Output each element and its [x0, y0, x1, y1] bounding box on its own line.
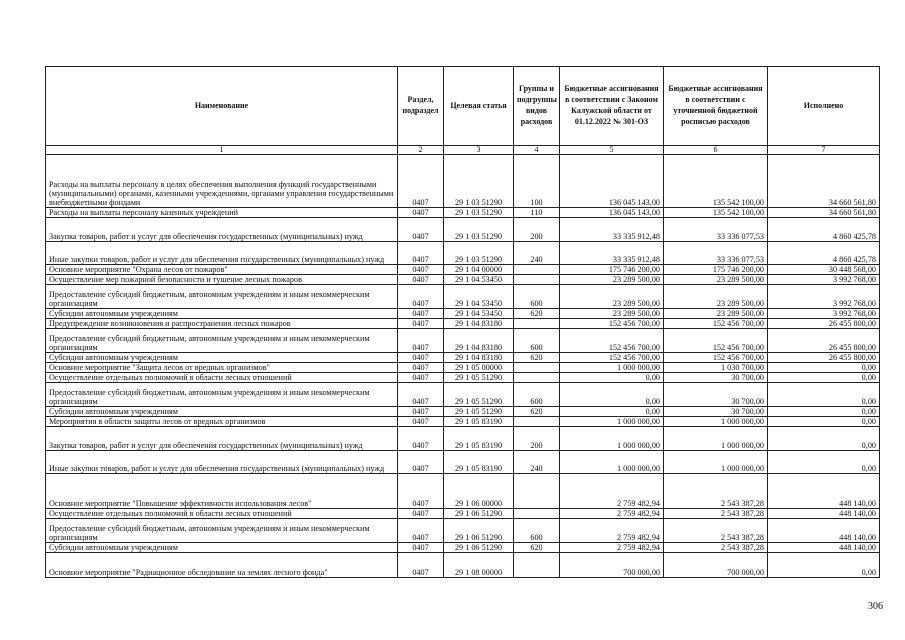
row-section: 0407: [398, 285, 444, 309]
row-group: [514, 319, 560, 329]
table-row: [46, 363, 880, 373]
table-row: [46, 353, 880, 363]
row-group: 110: [514, 208, 560, 218]
row-law-amount: 700 000,00: [560, 553, 664, 578]
col-number: 7: [768, 146, 880, 155]
row-law-amount: 1 000 000,00: [560, 427, 664, 451]
row-group: [514, 373, 560, 383]
row-name: Основное мероприятие "Повышение эффективности использования лесов": [46, 474, 398, 509]
row-target: 29 1 05 83190: [444, 427, 514, 451]
row-name: Субсидии автономным учреждениям: [46, 543, 398, 553]
col-number: 5: [560, 146, 664, 155]
row-name: Иные закупки товаров, работ и услуг для обеспечения государственных (муниципальных) нужд: [46, 242, 398, 265]
table-row: [46, 155, 880, 208]
table-row: [46, 275, 880, 285]
row-executed-amount: 0,00: [768, 417, 880, 427]
row-law-amount: 23 289 500,00: [560, 275, 664, 285]
row-target: 29 1 03 51290: [444, 218, 514, 242]
row-executed-amount: 3 992 768,00: [768, 275, 880, 285]
header-row: [46, 67, 880, 146]
row-target: 29 1 05 00000: [444, 363, 514, 373]
table-row: [46, 218, 880, 242]
row-refined-amount: 700 000,00: [664, 553, 768, 578]
row-target: 29 1 03 51290: [444, 242, 514, 265]
row-group: [514, 265, 560, 275]
row-name: Субсидии автономным учреждениям: [46, 407, 398, 417]
table-row: [46, 553, 880, 578]
row-section: 0407: [398, 319, 444, 329]
row-group: 100: [514, 155, 560, 208]
row-group: [514, 553, 560, 578]
row-target: 29 1 04 83180: [444, 353, 514, 363]
row-name: Субсидии автономным учреждениям: [46, 353, 398, 363]
row-name: Предоставление субсидий бюджетным, автономным учреждениям и иным некоммерческим организациям: [46, 285, 398, 309]
row-executed-amount: 448 140,00: [768, 519, 880, 543]
col-header-refined: Бюджетные ассигнования в соответствии с уточненной бюджетной росписью расходов: [664, 67, 768, 146]
row-law-amount: 152 456 700,00: [560, 319, 664, 329]
row-group: 600: [514, 519, 560, 543]
row-target: 29 1 06 00000: [444, 474, 514, 509]
table-row: [46, 373, 880, 383]
table-row: [46, 383, 880, 407]
row-section: 0407: [398, 218, 444, 242]
row-section: 0407: [398, 451, 444, 474]
row-group: 200: [514, 427, 560, 451]
row-section: 0407: [398, 553, 444, 578]
row-refined-amount: 2 543 387,28: [664, 509, 768, 519]
table-row: [46, 329, 880, 353]
row-name: Субсидии автономным учреждениям: [46, 309, 398, 319]
row-target: 29 1 06 51290: [444, 519, 514, 543]
table-row: [46, 265, 880, 275]
col-header-law: Бюджетные ассигнования в соответствии с Законом Калужской области от 01.12.2022 № 301-ОЗ: [560, 67, 664, 146]
row-section: 0407: [398, 329, 444, 353]
row-target: 29 1 08 00000: [444, 553, 514, 578]
row-law-amount: 0,00: [560, 373, 664, 383]
row-group: 620: [514, 309, 560, 319]
row-group: 600: [514, 383, 560, 407]
row-executed-amount: 0,00: [768, 553, 880, 578]
row-executed-amount: 0,00: [768, 373, 880, 383]
row-refined-amount: 2 543 387,28: [664, 474, 768, 509]
row-executed-amount: 448 140,00: [768, 509, 880, 519]
col-header-groups: Группы и подгруппы видов расходов: [514, 67, 560, 146]
row-executed-amount: 30 448 568,00: [768, 265, 880, 275]
row-name: Предоставление субсидий бюджетным, автономным учреждениям и иным некоммерческим организациям: [46, 519, 398, 543]
row-name: Основное мероприятие "Охрана лесов от пожаров": [46, 265, 398, 275]
row-section: 0407: [398, 363, 444, 373]
row-refined-amount: 30 700,00: [664, 373, 768, 383]
row-executed-amount: 3 992 768,00: [768, 285, 880, 309]
row-refined-amount: 23 289 500,00: [664, 309, 768, 319]
row-law-amount: 136 045 143,00: [560, 208, 664, 218]
page-number: 306: [868, 601, 883, 612]
table-row: [46, 474, 880, 509]
col-number: 3: [444, 146, 514, 155]
table-body: [46, 155, 880, 578]
row-executed-amount: 0,00: [768, 427, 880, 451]
row-refined-amount: 1 000 000,00: [664, 451, 768, 474]
col-header-section: Раздел, подраздел: [398, 67, 444, 146]
row-law-amount: 2 759 482,94: [560, 474, 664, 509]
table-row: [46, 407, 880, 417]
row-target: 29 1 06 51290: [444, 543, 514, 553]
row-section: 0407: [398, 509, 444, 519]
row-law-amount: 152 456 700,00: [560, 329, 664, 353]
row-name: Основное мероприятие "Защита лесов от вредных организмов": [46, 363, 398, 373]
row-refined-amount: 2 543 387,28: [664, 543, 768, 553]
row-section: 0407: [398, 417, 444, 427]
budget-table: [45, 66, 880, 578]
row-name: Предоставление субсидий бюджетным, автономным учреждениям и иным некоммерческим организациям: [46, 329, 398, 353]
row-section: 0407: [398, 474, 444, 509]
row-name: Предоставление субсидий бюджетным, автономным учреждениям и иным некоммерческим организациям: [46, 383, 398, 407]
row-refined-amount: 135 542 100,00: [664, 208, 768, 218]
row-section: 0407: [398, 373, 444, 383]
row-group: 600: [514, 329, 560, 353]
row-group: 240: [514, 451, 560, 474]
row-target: 29 1 04 53450: [444, 275, 514, 285]
row-section: 0407: [398, 275, 444, 285]
row-target: 29 1 05 51290: [444, 373, 514, 383]
table-row: [46, 509, 880, 519]
row-name: Иные закупки товаров, работ и услуг для обеспечения государственных (муниципальных) нужд: [46, 451, 398, 474]
row-executed-amount: 26 455 800,00: [768, 319, 880, 329]
row-law-amount: 0,00: [560, 407, 664, 417]
row-name: Осуществление отдельных полномочий в области лесных отношений: [46, 509, 398, 519]
col-number: 1: [46, 146, 398, 155]
row-target: 29 1 05 83190: [444, 451, 514, 474]
row-section: 0407: [398, 208, 444, 218]
row-section: 0407: [398, 383, 444, 407]
row-group: [514, 417, 560, 427]
col-header-done: Исполнено: [768, 67, 880, 146]
row-refined-amount: 30 700,00: [664, 383, 768, 407]
row-refined-amount: 1 000 000,00: [664, 427, 768, 451]
row-law-amount: 33 335 912,48: [560, 218, 664, 242]
table-row: [46, 427, 880, 451]
table-row: [46, 309, 880, 319]
row-group: [514, 509, 560, 519]
row-law-amount: 23 289 500,00: [560, 285, 664, 309]
col-number: 6: [664, 146, 768, 155]
table-row: [46, 319, 880, 329]
row-law-amount: 2 759 482,94: [560, 509, 664, 519]
row-target: 29 1 03 51290: [444, 208, 514, 218]
table-row: [46, 285, 880, 309]
row-law-amount: 0,00: [560, 383, 664, 407]
table-row: [46, 417, 880, 427]
row-executed-amount: 0,00: [768, 407, 880, 417]
row-name: Мероприятия в области защиты лесов от вредных организмов: [46, 417, 398, 427]
row-name: Осуществление отдельных полномочий в области лесных отношений: [46, 373, 398, 383]
row-executed-amount: 4 860 425,78: [768, 218, 880, 242]
table-row: [46, 519, 880, 543]
row-executed-amount: 448 140,00: [768, 543, 880, 553]
row-executed-amount: 4 860 425,78: [768, 242, 880, 265]
row-refined-amount: 30 700,00: [664, 407, 768, 417]
row-executed-amount: 3 992 768,00: [768, 309, 880, 319]
row-name: Закупка товаров, работ и услуг для обеспечения государственных (муниципальных) нужд: [46, 218, 398, 242]
row-section: 0407: [398, 242, 444, 265]
row-law-amount: 152 456 700,00: [560, 353, 664, 363]
row-refined-amount: 152 456 700,00: [664, 319, 768, 329]
row-refined-amount: 175 746 200,00: [664, 265, 768, 275]
row-group: 240: [514, 242, 560, 265]
row-refined-amount: 1 000 000,00: [664, 417, 768, 427]
row-group: 620: [514, 543, 560, 553]
row-executed-amount: 26 455 800,00: [768, 353, 880, 363]
col-number: 4: [514, 146, 560, 155]
row-group: [514, 474, 560, 509]
row-target: 29 1 04 53450: [444, 285, 514, 309]
row-section: 0407: [398, 265, 444, 275]
row-target: 29 1 04 00000: [444, 265, 514, 275]
row-section: 0407: [398, 427, 444, 451]
row-group: 200: [514, 218, 560, 242]
row-executed-amount: 448 140,00: [768, 474, 880, 509]
row-law-amount: 136 045 143,00: [560, 155, 664, 208]
row-executed-amount: 0,00: [768, 383, 880, 407]
row-target: 29 1 04 83180: [444, 329, 514, 353]
row-refined-amount: 33 336 077,53: [664, 242, 768, 265]
row-name: Расходы на выплаты персоналу в целях обеспечения выполнения функций государственными (муниципальными) органами, казенными учреждениями, органами управления государственными внебюджетными фондами: [46, 155, 398, 208]
row-refined-amount: 2 543 387,28: [664, 519, 768, 543]
row-group: 600: [514, 285, 560, 309]
row-law-amount: 2 759 482,94: [560, 519, 664, 543]
row-executed-amount: 0,00: [768, 451, 880, 474]
table-row: [46, 543, 880, 553]
row-target: 29 1 04 83180: [444, 319, 514, 329]
row-section: 0407: [398, 309, 444, 319]
row-law-amount: 175 746 200,00: [560, 265, 664, 275]
table-row: [46, 242, 880, 265]
row-name: Предупреждение возникновения и распространения лесных пожаров: [46, 319, 398, 329]
row-executed-amount: 26 455 800,00: [768, 329, 880, 353]
row-target: 29 1 03 51290: [444, 155, 514, 208]
row-law-amount: 1 000 000,00: [560, 451, 664, 474]
col-header-name: Наименование: [46, 67, 398, 146]
column-number-row: [46, 146, 880, 155]
row-target: 29 1 06 51290: [444, 509, 514, 519]
row-name: Расходы на выплаты персоналу казенных учреждений: [46, 208, 398, 218]
row-target: 29 1 05 51290: [444, 407, 514, 417]
row-refined-amount: 33 336 077,53: [664, 218, 768, 242]
row-name: Осуществление мер пожарной безопасности и тушение лесных пожаров: [46, 275, 398, 285]
row-target: 29 1 05 51290: [444, 383, 514, 407]
row-section: 0407: [398, 543, 444, 553]
row-executed-amount: 34 660 561,80: [768, 208, 880, 218]
table-row: [46, 208, 880, 218]
row-refined-amount: 152 456 700,00: [664, 353, 768, 363]
row-executed-amount: 0,00: [768, 363, 880, 373]
row-law-amount: 1 000 000,00: [560, 363, 664, 373]
row-section: 0407: [398, 519, 444, 543]
row-section: 0407: [398, 407, 444, 417]
row-law-amount: 1 000 000,00: [560, 417, 664, 427]
table-row: [46, 451, 880, 474]
row-law-amount: 23 289 500,00: [560, 309, 664, 319]
row-target: 29 1 04 53450: [444, 309, 514, 319]
row-section: 0407: [398, 155, 444, 208]
row-group: [514, 275, 560, 285]
row-refined-amount: 23 289 500,00: [664, 275, 768, 285]
row-refined-amount: 135 542 100,00: [664, 155, 768, 208]
row-law-amount: 2 759 482,94: [560, 543, 664, 553]
row-refined-amount: 1 030 700,00: [664, 363, 768, 373]
row-refined-amount: 152 456 700,00: [664, 329, 768, 353]
row-refined-amount: 23 289 500,00: [664, 285, 768, 309]
row-name: Закупка товаров, работ и услуг для обеспечения государственных (муниципальных) нужд: [46, 427, 398, 451]
col-header-target: Целевая статья: [444, 67, 514, 146]
row-group: 620: [514, 353, 560, 363]
row-name: Основное мероприятие "Радиационное обследование на землях лесного фонда": [46, 553, 398, 578]
row-executed-amount: 34 660 561,80: [768, 155, 880, 208]
row-target: 29 1 05 83190: [444, 417, 514, 427]
row-group: [514, 363, 560, 373]
col-number: 2: [398, 146, 444, 155]
row-group: 620: [514, 407, 560, 417]
row-law-amount: 33 335 912,48: [560, 242, 664, 265]
row-section: 0407: [398, 353, 444, 363]
